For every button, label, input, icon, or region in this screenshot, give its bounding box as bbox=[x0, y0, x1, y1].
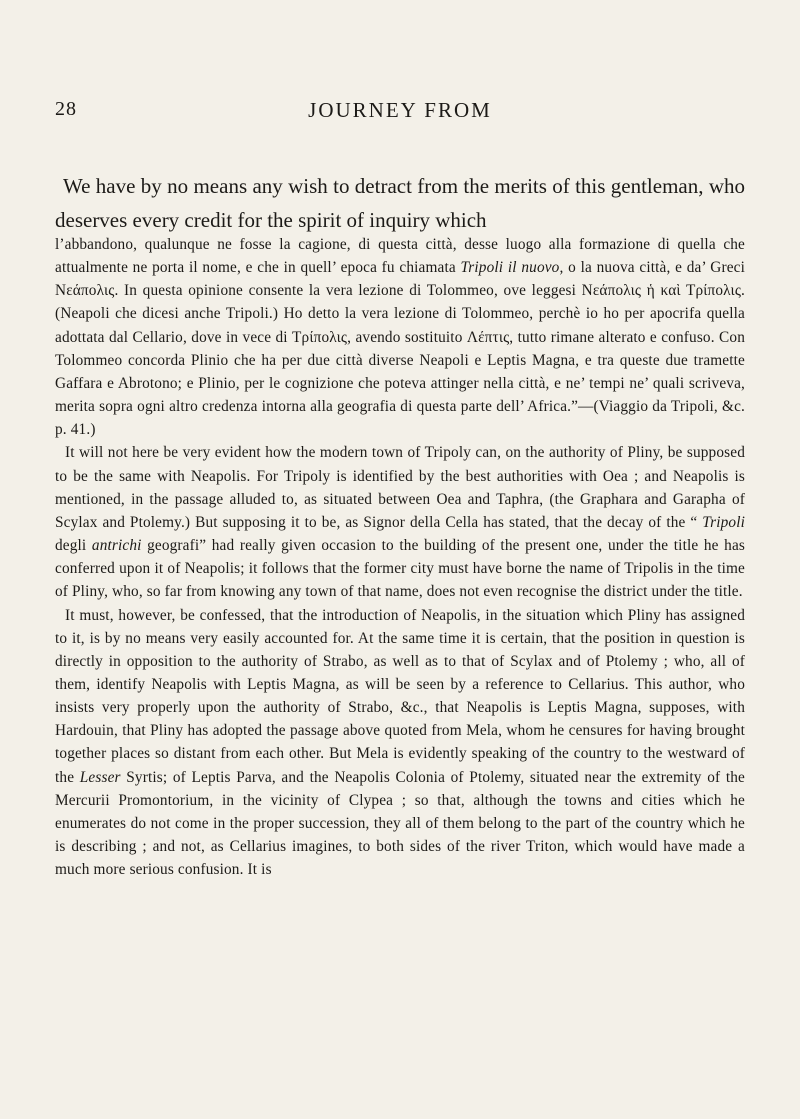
italian-quote-paragraph bbox=[55, 233, 745, 441]
paragraph-text: geografi” had really given occasion to the building of the present one, under the title he has conferred upon it of Neapolis; it follows that the former city must have borne the name of Tripolis in the time of Pliny, who, so far from knowing any town of that name, does not even recognise the district under the title. bbox=[55, 537, 745, 601]
paragraph-text: degli bbox=[55, 537, 92, 555]
quote-italic-text: Tripoli il nuovo, bbox=[460, 259, 564, 277]
body-text bbox=[55, 233, 745, 881]
running-head: JOURNEY FROM bbox=[308, 98, 492, 122]
italic-text: antrichi bbox=[91, 537, 142, 555]
quote-text: l’abbandono, qualunque ne fosse la cagione, di questa città, desse luogo alla formazione di quella che attualmente ne porta il nome, e che in quell’ epoca fu chiamata bbox=[55, 236, 745, 277]
italic-text: Lesser bbox=[79, 768, 121, 786]
paragraph-neapolis bbox=[55, 604, 745, 882]
page-number: 28 bbox=[55, 98, 77, 120]
lead-paragraph: We have by no means any wish to detract from the merits of this gentleman, who deserves every credit for the spirit of inquiry which bbox=[55, 174, 745, 232]
paragraph-text: It will not here be very evident how the modern town of Tripoly can, on the authority of Pliny, be supposed to be the same with Neapolis. For Tripoly is identified by the best authorities with Oea ; and Neapolis is mentioned, in the passage alluded to, as situated between Oea and Taphra, (the Graphara and Garapha of Scylax and Ptolemy.) But supposing it to be, as Signor della Cella has stated, that the decay of the “ bbox=[55, 444, 745, 531]
italic-text: Tripoli bbox=[702, 513, 745, 531]
page-header bbox=[55, 98, 745, 128]
quote-text: o la nuova città, e da’ Greci Νεάπολις. In questa opinione consente la vera lezione di Tolommeo, ove leggesi Νεάπολις ἡ καὶ Τρίπολις. (Neapoli che dicesi anche Tripoli.) Ho detto la vera lezione di Tolommeo, perchè io ho per apocrifa quella adottata dal Cellario, dove in vece di Τρίπολις, avendo sostituito Λέπτις, tutto rimane alterato e confuso. Con Tolommeo concorda Plinio che ha per due città diverse Neapoli e Leptis Magna, e tra queste due tramette Gaffara e Abrotono; e Plinio, per le cognizione che poteva attinger nella città, e ne’ tempi ne’ quali scriveva, merita sopra ogni altro credenza intorna alla geografia di questa parte dell’ Africa.”—(Viaggio da Tripoli, &c. p. 41.) bbox=[55, 259, 745, 439]
paragraph-tripoly bbox=[55, 441, 745, 603]
paragraph-text: Syrtis; of Leptis Parva, and the Neapolis Colonia of Ptolemy, situated near the extremity of the Mercurii Promontorium, in the vicinity of Clypea ; so that, although the towns and cities which he enumerates do not come in the proper succession, they all of them belong to the part of the country which he is describing ; and not, as Cellarius imagines, to both sides of the river Triton, which would have made a much more serious confusion. It is bbox=[55, 768, 745, 879]
paragraph-text: It must, however, be confessed, that the introduction of Neapolis, in the situation which Pliny has assigned to it, is by no means very easily accounted for. At the same time it is certain, that the position in question is directly in opposition to the authority of Strabo, as well as to that of Scylax and of Ptolemy ; who, all of them, identify Neapolis with Leptis Magna, as will be seen by a reference to Cellarius. This author, who insists very properly upon the authority of Strabo, &c., that Neapolis is Leptis Magna, supposes, with Hardouin, that Pliny has adopted the passage above quoted from Mela, whom he censures for having brought together places so distant from each other. But Mela is evidently speaking of the country to the westward of the bbox=[55, 606, 745, 786]
